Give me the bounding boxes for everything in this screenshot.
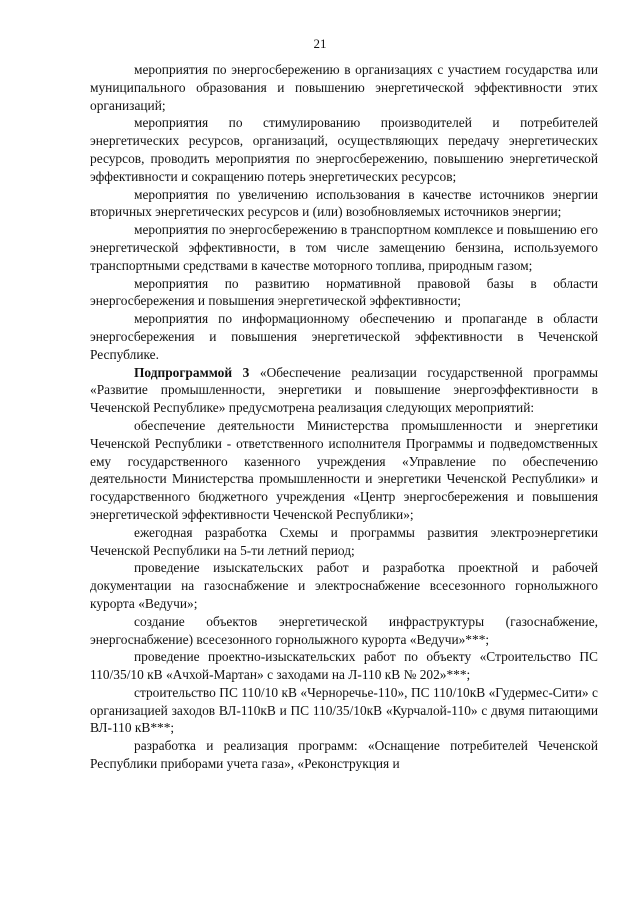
paragraph: обеспечение деятельности Министерства промышленности и энергетики Чеченской Республики - ответственного исполнителя Программы и подведомственных ему государственного казенного учреждения «Управление по обеспечению деятельности Министерства промышленности и энергетики Чеченской Республики» и государственного бюджетного учреждения «Центр энергосбережения и повышения энергетической эффективности Чеченской Республики»; xyxy=(90,417,598,522)
paragraph: проведение изыскательских работ и разработка проектной и рабочей документации на газоснабжение и электроснабжение всесезонного горнолыжного курорта «Ведучи»; xyxy=(90,560,598,611)
paragraph: мероприятия по увеличению использования в качестве источников энергии вторичных энергетических ресурсов и (или) возобновляемых источников энергии; xyxy=(90,186,598,220)
subprogram-text: «Обеспечение реализации государственной программы «Развитие промышленности, энергетики и повышение энергоэффективности в Чеченской Республике» предусмотрена реализация следующих мероприятий: xyxy=(90,364,598,416)
subprogram-3-paragraph xyxy=(90,364,598,417)
paragraph: мероприятия по энергосбережению в транспортном комплексе и повышению его энергетической эффективности, в том числе замещению бензина, используемого транспортными средствами в качестве моторного топлива, природным газом; xyxy=(90,222,598,273)
paragraph: разработка и реализация программ: «Оснащение потребителей Чеченской Республики приборами учета газа», «Реконструкция и xyxy=(90,738,598,772)
subprogram-lead: Подпрограммой 3 xyxy=(134,364,250,380)
paragraph: ежегодная разработка Схемы и программы развития электроэнергетики Чеченской Республики на 5-ти летний период; xyxy=(90,524,598,558)
paragraph: мероприятия по информационному обеспечению и пропаганде в области энергосбережения и повышения энергетической эффективности в Чеченской Республике. xyxy=(90,311,598,362)
body-text xyxy=(90,61,598,773)
page-number: 21 xyxy=(313,36,327,51)
paragraph: мероприятия по энергосбережению в организациях с участием государства или муниципального образования и повышению энергетической эффективности этих организаций; xyxy=(90,62,598,113)
paragraph: проведение проектно-изыскательских работ по объекту «Строительство ПС 110/35/10 кВ «Ачхой-Мартан» с заходами на Л-110 кВ № 202»***; xyxy=(90,649,598,683)
paragraph: мероприятия по стимулированию производителей и потребителей энергетических ресурсов, организаций, осуществляющих передачу энергетических ресурсов, проводить мероприятия по энергосбережению, повышению энергетической эффективности и сокращению потерь энергетических ресурсов; xyxy=(90,115,598,184)
paragraph: мероприятия по развитию нормативной правовой базы в области энергосбережения и повышения энергетической эффективности; xyxy=(90,275,598,309)
paragraph: создание объектов энергетической инфраструктуры (газоснабжение, энергоснабжение) всесезонного горнолыжного курорта «Ведучи»***; xyxy=(90,613,598,647)
paragraph: строительство ПС 110/10 кВ «Черноречье-110», ПС 110/10кВ «Гудермес-Сити» с организацией заходов ВЛ-110кВ и ПС 110/35/10кВ «Курчалой-110» с двумя питающими ВЛ-110 кВ***; xyxy=(90,684,598,736)
